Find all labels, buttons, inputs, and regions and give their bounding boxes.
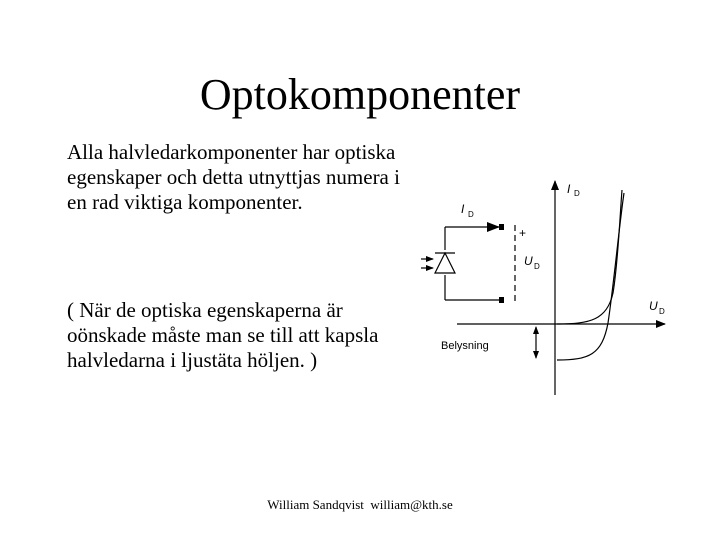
y-axis-subscript: D	[574, 189, 580, 198]
note-paragraph: ( När de optiska egenskaperna är oönskade måste man se till att kapsla halvledarna i ljustäta höljen. )	[67, 298, 379, 372]
illuminated-curve	[557, 193, 624, 360]
current-arrow	[487, 222, 500, 232]
iv-graph	[457, 181, 665, 395]
slide-title: Optokomponenter	[199, 70, 521, 119]
voltage-subscript: D	[534, 262, 540, 271]
voltage-label: U	[524, 254, 533, 268]
y-axis-label: I	[567, 182, 571, 196]
terminal-bottom	[499, 297, 504, 303]
footer-author: William Sandqvist william@kth.se	[267, 497, 453, 512]
photodiode-diagram	[405, 165, 705, 405]
plus-sign: +	[519, 226, 527, 240]
dark-curve	[557, 190, 622, 324]
photodiode-circuit	[421, 222, 515, 303]
x-axis-label: U	[649, 299, 658, 313]
intro-paragraph: Alla halvledarkomponenter har optiska egenskaper och detta utnyttjas numera i en rad viktiga komponenter.	[67, 140, 400, 214]
illumination-label: Belysning	[441, 340, 489, 352]
diode-triangle	[435, 253, 455, 273]
terminal-top	[499, 224, 504, 230]
current-subscript: D	[468, 210, 474, 219]
x-axis-subscript: D	[659, 307, 665, 316]
current-label: I	[461, 202, 465, 216]
